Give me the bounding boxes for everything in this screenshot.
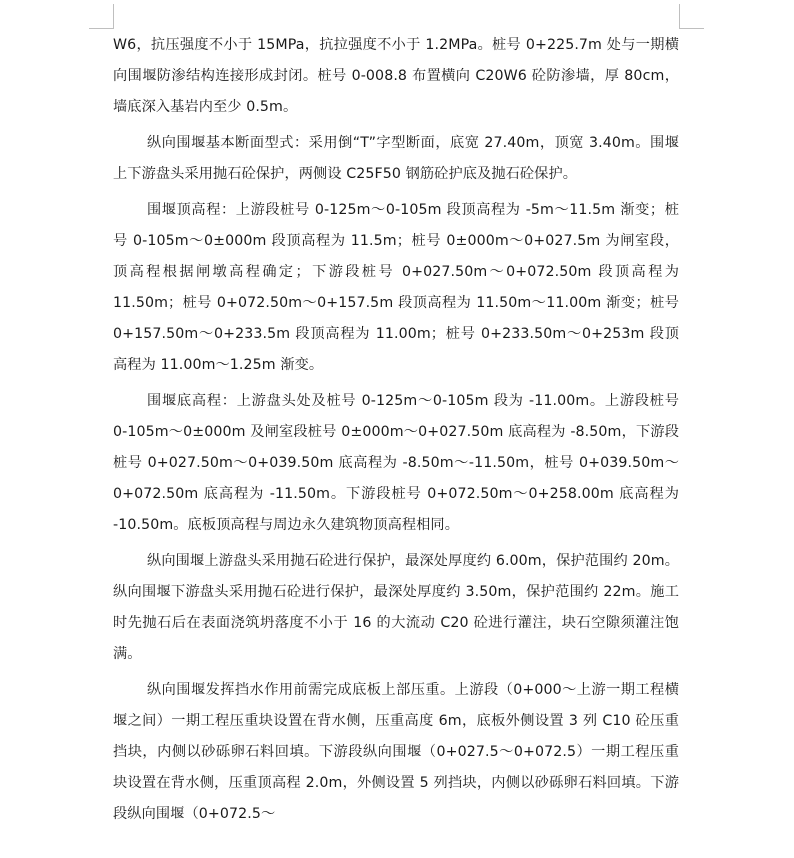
document-body <box>113 30 679 835</box>
paragraph-bottom-elevation: 围堰底高程：上游盘头处及桩号 0-125m～0-105m 段为 -11.00m。上游段桩号 0-105m～0±000m 及闸室段桩号 0±000m～0+027.50m 底高程为 -8.50m，下游段桩号 0+027.50m～0+039.50m 底高程为 -8.50m～-11.50m，桩号 0+039.50m～0+072.50m 底高程为 -11.50m。下游段桩号 0+072.50m～0+258.00m 底高程为 -10.50m。底板顶高程与周边永久建筑物顶高程相同。 <box>113 393 679 533</box>
page-corner-mark-top-right <box>679 4 704 29</box>
page-corner-mark-top-left <box>89 4 114 29</box>
paragraph-section-type: 纵向围堰基本断面型式：采用倒“T”字型断面，底宽 27.40m，顶宽 3.40m。围堰上下游盘头采用抛石砼保护，两侧设 C25F50 钢筋砼护底及抛石砼保护。 <box>113 135 679 182</box>
paragraph-continuation: W6，抗压强度不小于 15MPa，抗拉强度不小于 1.2MPa。桩号 0+225.7m 处与一期横向围堰防渗结构连接形成封闭。桩号 0-008.8 布置横向 C20W6 砼防渗墙，厚 80cm，墙底深入基岩内至少 0.5m。 <box>113 37 679 115</box>
paragraph-top-elevation: 围堰顶高程：上游段桩号 0-125m～0-105m 段顶高程为 -5m～11.5m 渐变；桩号 0-105m～0±000m 段顶高程为 11.5m；桩号 0±000m～0+027.5m 为闸室段，顶高程根据闸墩高程确定；下游段桩号 0+027.50m～0+072.50m 段顶高程为 11.50m；桩号 0+072.50m～0+157.5m 段顶高程为 11.50m～11.00m 渐变；桩号 0+157.50m～0+233.5m 段顶高程为 11.00m；桩号 0+233.50m～0+253m 段顶高程为 11.00m～1.25m 渐变。 <box>113 202 679 373</box>
paragraph-ballast: 纵向围堰发挥挡水作用前需完成底板上部压重。上游段（0+000～上游一期工程横堰之间）一期工程压重块设置在背水侧，压重高度 6m，底板外侧设置 3 列 C10 砼压重挡块，内侧以砂砾卵石料回填。下游段纵向围堰（0+027.5～0+072.5）一期工程压重块设置在背水侧，压重顶高程 2.0m，外侧设置 5 列挡块，内侧以砂砾卵石料回填。下游段纵向围堰（0+072.5～ <box>113 682 679 822</box>
paragraph-head-protection: 纵向围堰上游盘头采用抛石砼进行保护，最深处厚度约 6.00m，保护范围约 20m。纵向围堰下游盘头采用抛石砼进行保护，最深处厚度约 3.50m，保护范围约 22m。施工时先抛石后在表面浇筑坍落度不小于 16 的大流动 C20 砼进行灌注，块石空隙须灌注饱满。 <box>113 553 679 662</box>
